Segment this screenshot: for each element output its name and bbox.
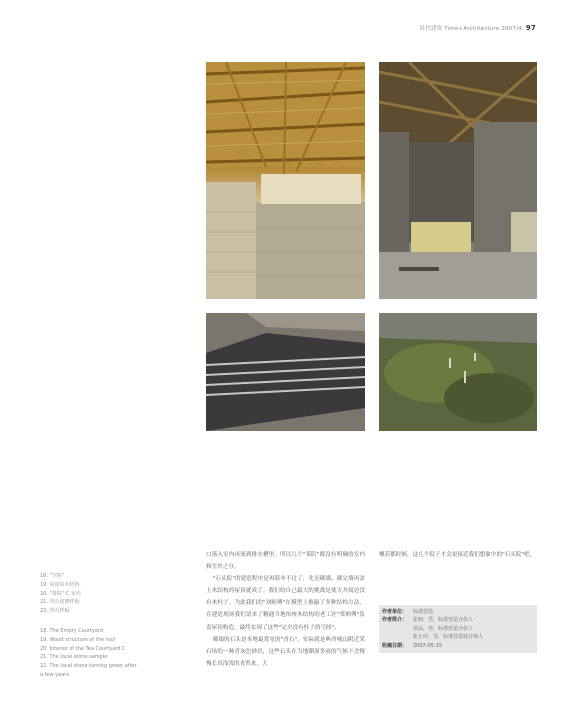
credit-label [382,633,413,641]
moss-stone-illustration [379,313,537,431]
caption-line: 21. The local stone sample [40,654,108,661]
credit-label [382,625,413,633]
running-header [420,24,537,32]
photo-wood-roof-structure [206,62,365,299]
captions-chinese [40,572,81,616]
credit-row [382,616,537,624]
author-credits-box [379,605,537,653]
caption-line: 22. 青石样板 [40,608,70,615]
body-paragraph: 口落入室内再流到排水槽里。所以几个"茶院"都没有明确的室内和室外之分。 [206,552,365,571]
page-number: 97 [525,24,536,32]
credit-row [382,633,537,641]
credit-label: 作者单位： [382,609,408,615]
credit-value: 张止中，男，标准营造设计师人 [413,634,484,641]
caption-line: 19. Wood structure of the roof [40,636,116,643]
body-paragraph: 砌墙的石头是本地最常见的"青石"，实际就是典青城山附近采石场的一种青灰色砂岩，这些石头在当地潮湿多雨的气候下会慢慢长出浅浅的青苔来，大 [206,636,365,667]
photo-stone-sample [206,313,365,431]
running-title: 时代建筑 Time+Architecture 2007/4 [419,26,522,32]
stone-sample-illustration [206,313,365,431]
caption-line: 20. "茶院" C 室内 [40,590,81,597]
credit-row [382,608,537,616]
caption-line: 20. Interior of the Tea Courtyard C [40,645,126,652]
body-column-2 [379,549,537,561]
body-paragraph: 概若都时候，这几个院子才会更接近我们想象中的"石头院"吧。 [379,552,536,558]
photo-tea-courtyard-interior [379,62,537,299]
credit-row [382,625,537,633]
caption-line: 21. 青石切割样板 [40,599,80,606]
photo-stone-turning-green [379,313,537,431]
wood-roof-illustration [206,62,365,299]
credit-label: 作者简介： [382,617,408,624]
credit-row [382,642,537,650]
courtyard-interior-illustration [379,62,537,299]
credit-value: 2007-05-15 [413,642,443,649]
captions-english [40,627,137,680]
caption-line: 18. "空院" [40,573,65,579]
credit-label: 收稿日期： [382,642,408,649]
body-paragraph: "石头院"的建造程序是再简单不过了，先是砌墙，砌完墙再盖上木结构的屋顶就成了。我们给自己最大的挑战是使天井周边没有木柱子。为此我们的"刘师傅"在模型上推敲了多种结构方法，在建造现场我们请来了精通当地传统木结构的老工匠"梁师傅"负责屋顶构造，最终实现了这些"完全没有柱子的空间"。 [206,576,365,631]
caption-line: 22. The local stone turning green after [40,663,137,670]
caption-line: 19. 屋顶的木结构 [40,581,80,588]
credit-value: 侯品，男，标准营造合伙人 [413,625,474,632]
caption-line: a few years [40,671,69,678]
body-column-1 [206,549,365,670]
credit-value: 张轲，男，标准营造合伙人 [413,617,474,624]
credit-value: 标准营造 [413,609,434,615]
caption-line: 18. The Empty Courtyard [40,628,104,634]
